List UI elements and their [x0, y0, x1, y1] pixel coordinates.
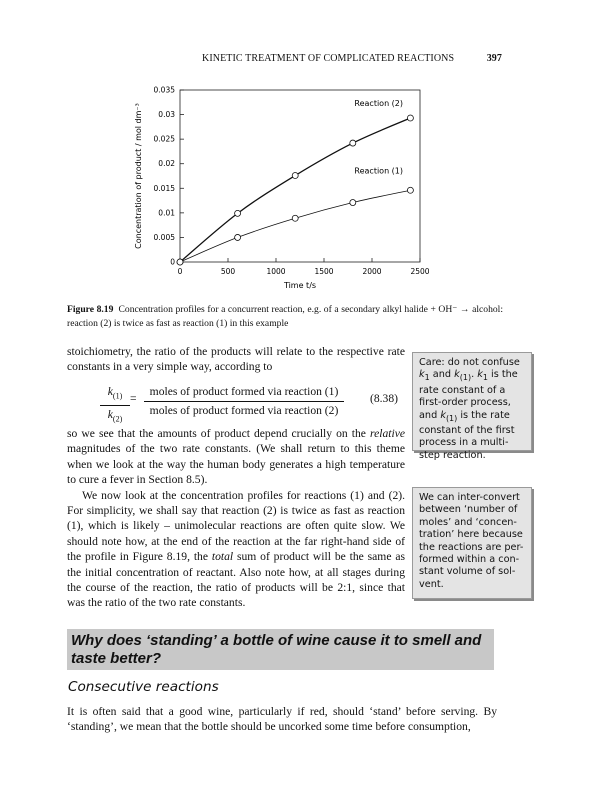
question-heading: Why does ‘standing’ a bottle of wine cause it to smell and taste better? [71, 632, 482, 667]
series-line-2 [180, 190, 410, 262]
equation-8-38 [92, 383, 405, 424]
data-point [407, 187, 413, 193]
data-point [292, 173, 298, 179]
y-tick-label: 0.03 [158, 110, 175, 120]
page-number: 397 [486, 53, 502, 64]
data-point [350, 140, 356, 146]
margin-note-care: Care: do not confuse $k_1$ and $k_{(1)}$. $k_1$ is the rate constant of a first-order process, and $k_{(1)}$ is the rate constant of the first process in a multi-step reaction. [412, 352, 532, 451]
x-tick-label: 500 [220, 267, 236, 276]
data-point [407, 115, 413, 121]
running-header [202, 53, 502, 64]
plot-frame [180, 90, 420, 262]
y-tick-label: 0.035 [153, 85, 175, 95]
figure-caption-text: Concentration profiles for a concurrent reaction, e.g. of a secondary alkyl halide + OH⁻ → alcohol: reaction (2) is twice as fast as reaction (1) in this example [67, 304, 503, 329]
y-tick-label: 0.02 [158, 159, 175, 169]
x-tick-label: 2000 [362, 267, 382, 276]
data-point [235, 234, 241, 240]
question-heading-box [67, 629, 494, 670]
margin-note-volume: We can inter-convert between ‘number of moles’ and ‘concen-tration’ here because the reactions are per-formed within a con-stant volume of sol-vent. [412, 487, 532, 599]
data-point [350, 200, 356, 206]
x-axis-label: Time t/s [283, 281, 317, 290]
equation-numerator: moles of product formed via reaction (1) [144, 383, 344, 402]
y-tick-label: 0 [170, 257, 175, 267]
series-line-1 [180, 118, 410, 262]
x-tick-label: 1500 [314, 267, 334, 276]
data-point [235, 210, 241, 216]
data-point [292, 215, 298, 221]
paragraph-standing-wine: It is often said that a good wine, particularly if red, should ‘stand’ before serving. By ‘standing’, we mean that the bottle should be uncorked some time before consumption, [67, 705, 497, 734]
figure-caption [67, 303, 503, 331]
paragraph-relative-magnitudes: so we see that the amounts of product depend crucially on the relative magnitudes of the two rate constants. (We shall return to this theme when we look at the way the human body generates a high temperature to cure a fever in Section 8.5). We now look at the concentration profiles for reactions (1) and (2). For simplicity, we shall say that reaction (2) is twice as fast as reaction (1), which is likely – unimolecular reactions are often quite slow. We should note how, at the end of the reaction at the far right-hand side of the profile in Figure 8.19, the total sum of product will be the same as the initial concentration of reactant. Also note how, at all stages during the course of the reaction, the ratio of products will be 2:1, since that was the ratio of the two rate constants. [67, 427, 405, 610]
y-tick-label: 0.005 [153, 232, 175, 242]
x-tick-label: 0 [177, 267, 183, 276]
section-heading: Consecutive reactions [68, 679, 219, 695]
x-tick-label: 1000 [266, 267, 286, 276]
running-title: KINETIC TREATMENT OF COMPLICATED REACTIONS [202, 53, 455, 64]
equation-rhs [144, 383, 344, 419]
paragraph-concentration-profiles: We now look at the concentration profiles for reactions (1) and (2). For simplicity, we shall say that reaction (2) is twice as fast as reaction (1), which is likely – unimolecular reactions are often quite slow. We should note how, at the end of the reaction at the far right-hand side of the profile in Figure 8.19, the total sum of product will be the same as the initial concentration of reactant. Also note how, at all stages during the course of the reaction, the ratio of products will be 2:1, since that was the ratio of the two rate constants. [67, 488, 405, 610]
y-tick-label: 0.015 [153, 183, 175, 193]
equation-lhs: $k_{(1)}$ $k_{(2)}$ [100, 383, 130, 428]
equation-number: (8.38) [370, 392, 399, 405]
paragraph-stoichiometry: stoichiometry, the ratio of the products will relate to the respective rate constants in a very simple way, according to [67, 345, 405, 374]
series-label: Reaction (1) [354, 166, 404, 176]
figure-label: Figure 8.19 [67, 304, 114, 315]
y-tick-label: 0.01 [158, 208, 175, 218]
concentration-profile-chart [128, 82, 438, 297]
equation-denominator: moles of product formed via reaction (2) [149, 404, 339, 417]
data-point [177, 259, 183, 265]
equals-sign: = [130, 392, 137, 405]
series-label: Reaction (2) [354, 99, 404, 109]
x-tick-label: 2500 [410, 267, 430, 276]
y-axis-label: Concentration of product / mol dm⁻³ [134, 103, 143, 249]
y-tick-label: 0.025 [153, 134, 175, 144]
